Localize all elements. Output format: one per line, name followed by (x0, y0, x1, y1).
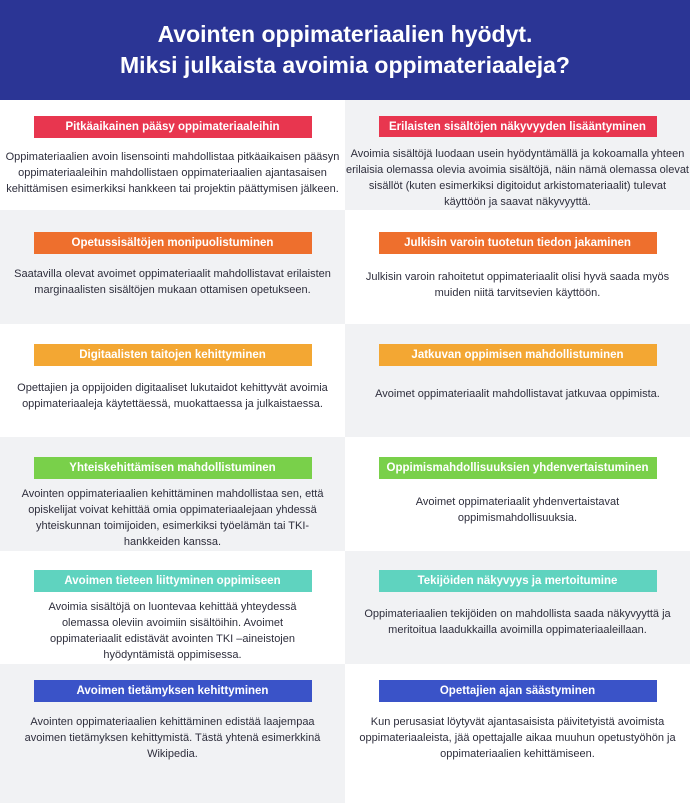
benefit-card-public-knowledge (345, 210, 690, 324)
description-line: käyttöön ja saavat näkyvyyttä. (444, 196, 591, 208)
description-line: muiden niitä tarvitsevien käyttöön. (434, 287, 601, 299)
benefit-label: Jatkuvan oppimisen mahdollistuminen (379, 344, 657, 366)
page-title-line-1: Avointen oppimateriaalien hyödyt. (157, 21, 533, 47)
benefit-card-open-knowledge (0, 664, 345, 803)
description-line: Saatavilla olevat avoimet oppimateriaalit mahdollistavat erilaisten (14, 268, 331, 280)
benefit-description (416, 494, 619, 526)
description-line: oppimateriaaleihin mahdollistaen oppimateriaalien ajantasaisen (18, 167, 327, 179)
description-line: Wikipedia. (147, 748, 198, 760)
description-line: Opettajien ja oppijoiden digitaaliset lukutaidot kehittyvät avoimia (17, 382, 328, 394)
benefit-description (22, 486, 324, 550)
benefit-description (364, 606, 670, 638)
benefit-description (6, 149, 340, 197)
description-line: Avointen oppimateriaalien kehittäminen mahdollistaa sen, että (21, 488, 324, 500)
description-line: erilaisia olemassa olevia avoimia sisältöjä, näin nämä olemassa olevat (345, 164, 689, 176)
benefit-card-diverse-content (0, 210, 345, 324)
page-header (0, 0, 690, 100)
description-line: olemassa oleviin avoimiin sisältöihin. Avoimet (61, 617, 284, 629)
description-line: oppimateriaalit edistävät avointen TKI –aineistojen (49, 633, 295, 645)
benefit-label: Julkisin varoin tuotetun tiedon jakaminen (379, 232, 657, 254)
benefit-card-teacher-time (345, 664, 690, 803)
benefit-card-continuous-learning (345, 324, 690, 437)
benefit-card-equal-opportunities (345, 437, 690, 551)
benefit-description (14, 266, 331, 298)
benefit-card-open-science (0, 551, 345, 664)
description-line: avoimen tietämyksen kehittymistä. Tästä yhtenä esimerkkinä (24, 732, 321, 744)
benefit-label: Avoimen tieteen liittyminen oppimiseen (34, 570, 312, 592)
description-line: Avoimet oppimateriaalit mahdollistavat jatkuvaa oppimista. (375, 388, 660, 400)
description-line: opiskelijat voivat kehittää omia oppimateriaalejaan yhdessä (28, 504, 317, 516)
benefits-grid (0, 100, 690, 803)
description-line: Julkisin varoin rahoitetut oppimateriaalit olisi hyvä saada myös (365, 271, 670, 283)
benefit-label: Avoimen tietämyksen kehittyminen (34, 680, 312, 702)
description-line: meritoitua laadukkailla avoimilla oppimateriaaleillaan. (388, 624, 647, 636)
description-line: Avoimet oppimateriaalit yhdenvertaistavat (415, 496, 620, 508)
benefit-label: Erilaisten sisältöjen näkyvyyden lisääntyminen (379, 116, 657, 137)
benefit-card-co-development (0, 437, 345, 551)
benefit-description (359, 714, 675, 762)
description-line: kehittämisen esimerkiksi hankkeen tai projektin päättymisen jälkeen. (6, 183, 339, 195)
benefit-card-digital-skills (0, 324, 345, 437)
benefit-description (346, 146, 689, 210)
description-line: hankkeiden kanssa. (123, 536, 222, 548)
benefit-description (17, 380, 328, 412)
description-line: Avoimia sisältöjä on luontevaa kehittää yhteydessä (48, 601, 297, 613)
benefit-label: Digitaalisten taitojen kehittyminen (34, 344, 312, 366)
description-line: Oppimateriaalien tekijöiden on mahdollista saada näkyvyyttä ja (364, 608, 671, 620)
benefit-label: Oppimismahdollisuuksien yhdenvertaistuminen (379, 457, 657, 479)
benefit-description (48, 599, 296, 663)
description-line: hyödyntämistä oppimisessa. (103, 649, 242, 661)
benefit-label: Tekijöiden näkyvyys ja mertoitumine (379, 570, 657, 592)
description-line: marginaalisten sisältöjen mukaan ottamisen opetukseen. (34, 284, 311, 296)
description-line: oppimateriaaleja käytettäessä, muokattaessa ja julkaistaessa. (22, 398, 323, 410)
benefit-label: Yhteiskehittämisen mahdollistuminen (34, 457, 312, 479)
description-line: oppimateriaaleista, jää opettajalle aikaa muuhun opetustyöhön ja (359, 732, 676, 744)
benefit-description (366, 269, 669, 301)
description-line: Oppimateriaalien avoin lisensointi mahdollistaa pitkäaikaisen pääsyn (5, 151, 340, 163)
benefit-card-long-term-access (0, 100, 345, 210)
benefit-card-content-visibility (345, 100, 690, 210)
description-line: sisällöt (kuten esimerkiksi digitoidut arkistomateriaalit) tulevat (368, 180, 667, 192)
description-line: oppimismahdollisuuksia. (457, 512, 578, 524)
benefit-label: Opettajien ajan säästyminen (379, 680, 657, 702)
description-line: yhteiskunnan toimijoiden, esimerkiksi työelämän tai TKI- (35, 520, 310, 532)
benefit-description (375, 386, 660, 402)
description-line: Avoimia sisältöjä luodaan usein hyödyntämällä ja kokoamalla yhteen (350, 148, 685, 160)
benefit-card-author-visibility (345, 551, 690, 664)
benefit-label: Pitkäaikainen pääsy oppimateriaaleihin (34, 116, 312, 138)
benefit-label: Opetussisältöjen monipuolistuminen (34, 232, 312, 254)
benefit-description (25, 714, 321, 762)
description-line: Avointen oppimateriaalien kehittäminen edistää laajempaa (30, 716, 315, 728)
description-line: oppimateriaalien kehittämiseen. (440, 748, 595, 760)
page-title-line-2: Miksi julkaista avoimia oppimateriaaleja? (120, 52, 570, 78)
description-line: Kun perusasiat löytyvät ajantasaisista päivitetyistä avoimista (370, 716, 665, 728)
